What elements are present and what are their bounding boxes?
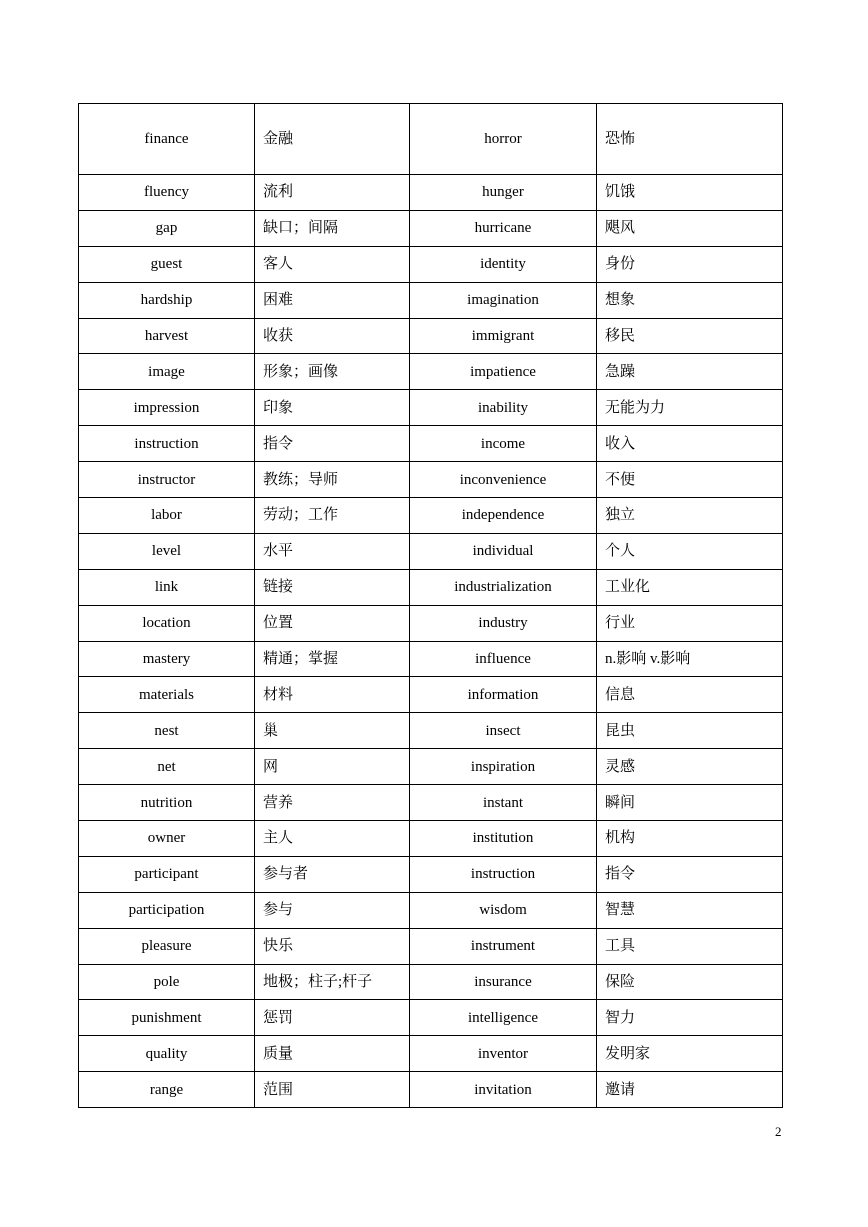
- chinese-meaning-cell: 劳动；工作: [255, 498, 410, 534]
- chinese-meaning-cell: 工具: [597, 928, 783, 964]
- chinese-meaning-cell: 水平: [255, 533, 410, 569]
- page-number: 2: [775, 1124, 782, 1139]
- english-word-cell: mastery: [79, 641, 255, 677]
- english-word-cell: imagination: [410, 282, 597, 318]
- english-word-cell: owner: [79, 821, 255, 857]
- table-row: [79, 821, 783, 857]
- table-row: [79, 569, 783, 605]
- english-word-cell: image: [79, 354, 255, 390]
- chinese-meaning-cell: 材料: [255, 677, 410, 713]
- table-row: [79, 354, 783, 390]
- table-row: [79, 749, 783, 785]
- english-word-cell: nest: [79, 713, 255, 749]
- vocabulary-table: [78, 103, 783, 1108]
- english-word-cell: guest: [79, 246, 255, 282]
- chinese-meaning-cell: 收获: [255, 318, 410, 354]
- chinese-meaning-cell: 参与者: [255, 856, 410, 892]
- chinese-meaning-cell: 移民: [597, 318, 783, 354]
- chinese-meaning-cell: 网: [255, 749, 410, 785]
- chinese-meaning-cell: 地极；柱子;杆子: [255, 964, 410, 1000]
- english-word-cell: instrument: [410, 928, 597, 964]
- english-word-cell: institution: [410, 821, 597, 857]
- table-row: [79, 677, 783, 713]
- table-row: [79, 1072, 783, 1108]
- table-row: [79, 605, 783, 641]
- english-word-cell: link: [79, 569, 255, 605]
- chinese-meaning-cell: 恐怖: [597, 104, 783, 175]
- chinese-meaning-cell: 参与: [255, 892, 410, 928]
- chinese-meaning-cell: 无能为力: [597, 390, 783, 426]
- table-row: [79, 426, 783, 462]
- chinese-meaning-cell: 位置: [255, 605, 410, 641]
- table-row: [79, 1000, 783, 1036]
- chinese-meaning-cell: 营养: [255, 785, 410, 821]
- english-word-cell: instant: [410, 785, 597, 821]
- table-row: [79, 856, 783, 892]
- chinese-meaning-cell: 形象；画像: [255, 354, 410, 390]
- english-word-cell: inability: [410, 390, 597, 426]
- chinese-meaning-cell: 印象: [255, 390, 410, 426]
- chinese-meaning-cell: 不便: [597, 462, 783, 498]
- table-row: [79, 641, 783, 677]
- table-row: [79, 210, 783, 246]
- chinese-meaning-cell: 收入: [597, 426, 783, 462]
- chinese-meaning-cell: 惩罚: [255, 1000, 410, 1036]
- english-word-cell: net: [79, 749, 255, 785]
- english-word-cell: inconvenience: [410, 462, 597, 498]
- chinese-meaning-cell: 主人: [255, 821, 410, 857]
- chinese-meaning-cell: 独立: [597, 498, 783, 534]
- table-row: [79, 533, 783, 569]
- table-row: [79, 282, 783, 318]
- chinese-meaning-cell: 指令: [255, 426, 410, 462]
- chinese-meaning-cell: 教练；导师: [255, 462, 410, 498]
- english-word-cell: hardship: [79, 282, 255, 318]
- english-word-cell: instructor: [79, 462, 255, 498]
- chinese-meaning-cell: 信息: [597, 677, 783, 713]
- table-row: [79, 964, 783, 1000]
- chinese-meaning-cell: 邀请: [597, 1072, 783, 1108]
- chinese-meaning-cell: 巢: [255, 713, 410, 749]
- table-row: [79, 390, 783, 426]
- table-row: [79, 318, 783, 354]
- english-word-cell: nutrition: [79, 785, 255, 821]
- english-word-cell: immigrant: [410, 318, 597, 354]
- english-word-cell: range: [79, 1072, 255, 1108]
- english-word-cell: wisdom: [410, 892, 597, 928]
- english-word-cell: impression: [79, 390, 255, 426]
- english-word-cell: participation: [79, 892, 255, 928]
- english-word-cell: instruction: [79, 426, 255, 462]
- english-word-cell: fluency: [79, 175, 255, 211]
- table-row: [79, 246, 783, 282]
- table-row: [79, 462, 783, 498]
- table-row: [79, 892, 783, 928]
- chinese-meaning-cell: 智慧: [597, 892, 783, 928]
- chinese-meaning-cell: 范围: [255, 1072, 410, 1108]
- chinese-meaning-cell: 灵感: [597, 749, 783, 785]
- english-word-cell: hurricane: [410, 210, 597, 246]
- chinese-meaning-cell: 个人: [597, 533, 783, 569]
- chinese-meaning-cell: n.影响 v.影响: [597, 641, 783, 677]
- english-word-cell: individual: [410, 533, 597, 569]
- chinese-meaning-cell: 流利: [255, 175, 410, 211]
- table-row: [79, 928, 783, 964]
- english-word-cell: industrialization: [410, 569, 597, 605]
- table-row: [79, 785, 783, 821]
- chinese-meaning-cell: 想象: [597, 282, 783, 318]
- chinese-meaning-cell: 昆虫: [597, 713, 783, 749]
- english-word-cell: inspiration: [410, 749, 597, 785]
- chinese-meaning-cell: 金融: [255, 104, 410, 175]
- table-row: [79, 175, 783, 211]
- english-word-cell: insurance: [410, 964, 597, 1000]
- chinese-meaning-cell: 发明家: [597, 1036, 783, 1072]
- table-row: [79, 498, 783, 534]
- chinese-meaning-cell: 质量: [255, 1036, 410, 1072]
- english-word-cell: harvest: [79, 318, 255, 354]
- english-word-cell: horror: [410, 104, 597, 175]
- english-word-cell: pole: [79, 964, 255, 1000]
- chinese-meaning-cell: 保险: [597, 964, 783, 1000]
- english-word-cell: finance: [79, 104, 255, 175]
- chinese-meaning-cell: 飓风: [597, 210, 783, 246]
- english-word-cell: participant: [79, 856, 255, 892]
- english-word-cell: gap: [79, 210, 255, 246]
- english-word-cell: hunger: [410, 175, 597, 211]
- chinese-meaning-cell: 饥饿: [597, 175, 783, 211]
- english-word-cell: materials: [79, 677, 255, 713]
- chinese-meaning-cell: 指令: [597, 856, 783, 892]
- english-word-cell: location: [79, 605, 255, 641]
- table-row: [79, 104, 783, 175]
- english-word-cell: identity: [410, 246, 597, 282]
- chinese-meaning-cell: 精通；掌握: [255, 641, 410, 677]
- chinese-meaning-cell: 行业: [597, 605, 783, 641]
- chinese-meaning-cell: 机构: [597, 821, 783, 857]
- table-row: [79, 713, 783, 749]
- chinese-meaning-cell: 瞬间: [597, 785, 783, 821]
- chinese-meaning-cell: 缺口；间隔: [255, 210, 410, 246]
- english-word-cell: punishment: [79, 1000, 255, 1036]
- chinese-meaning-cell: 智力: [597, 1000, 783, 1036]
- english-word-cell: instruction: [410, 856, 597, 892]
- english-word-cell: industry: [410, 605, 597, 641]
- english-word-cell: independence: [410, 498, 597, 534]
- english-word-cell: quality: [79, 1036, 255, 1072]
- vocabulary-table-body: [79, 104, 783, 1108]
- english-word-cell: impatience: [410, 354, 597, 390]
- english-word-cell: insect: [410, 713, 597, 749]
- english-word-cell: income: [410, 426, 597, 462]
- english-word-cell: labor: [79, 498, 255, 534]
- chinese-meaning-cell: 工业化: [597, 569, 783, 605]
- chinese-meaning-cell: 困难: [255, 282, 410, 318]
- english-word-cell: invitation: [410, 1072, 597, 1108]
- chinese-meaning-cell: 链接: [255, 569, 410, 605]
- english-word-cell: influence: [410, 641, 597, 677]
- english-word-cell: pleasure: [79, 928, 255, 964]
- table-row: [79, 1036, 783, 1072]
- chinese-meaning-cell: 客人: [255, 246, 410, 282]
- english-word-cell: information: [410, 677, 597, 713]
- chinese-meaning-cell: 快乐: [255, 928, 410, 964]
- english-word-cell: level: [79, 533, 255, 569]
- chinese-meaning-cell: 急躁: [597, 354, 783, 390]
- chinese-meaning-cell: 身份: [597, 246, 783, 282]
- english-word-cell: inventor: [410, 1036, 597, 1072]
- english-word-cell: intelligence: [410, 1000, 597, 1036]
